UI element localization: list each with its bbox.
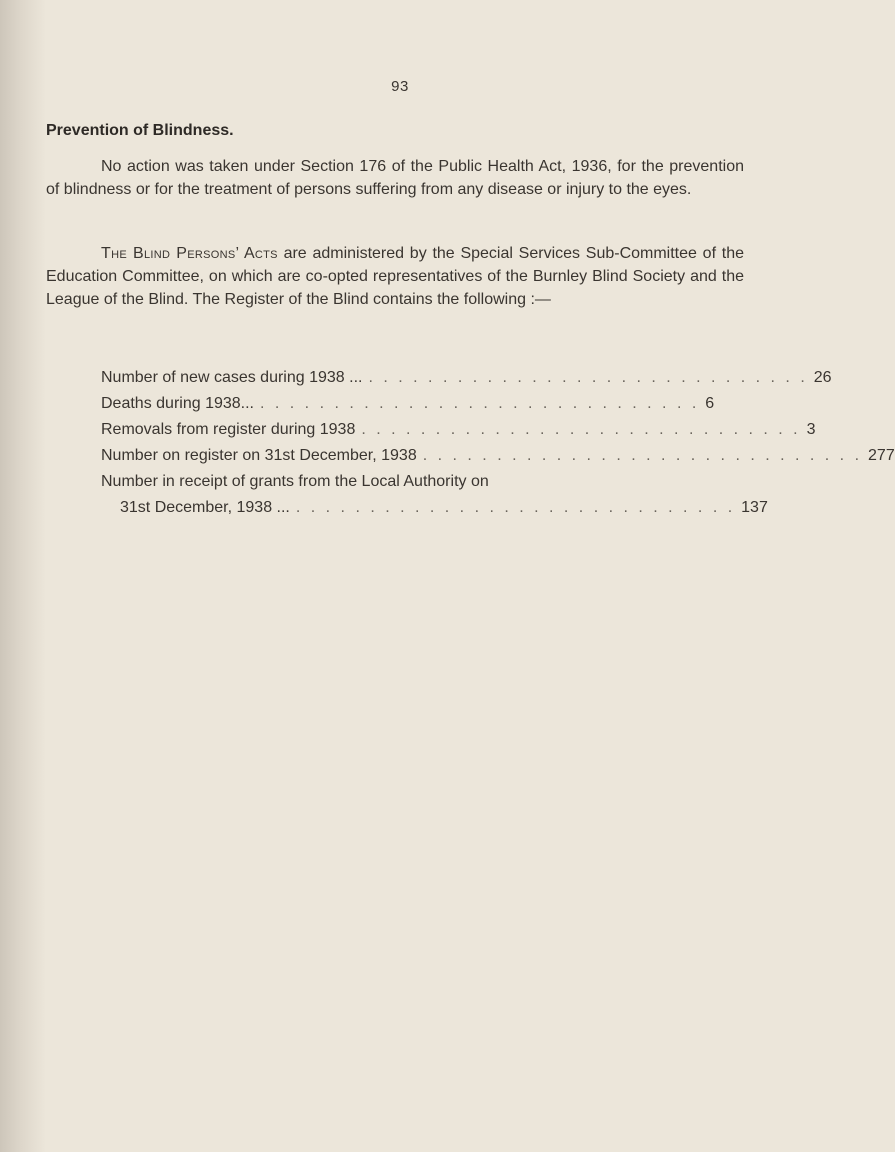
register-row-grants-line1 [101,473,596,499]
dot-leader: . . . . . . . . . . . . . . . . . . . . . . . . . . . . . . [368,369,808,386]
dot-leader: . . . . . . . . . . . . . . . . . . . . . . . . . . . . . . [295,499,736,516]
register-row [101,447,895,473]
blind-register-list [101,369,895,525]
register-row-grants-line2 [101,499,768,525]
register-row [101,369,832,395]
register-row-value: 6 [705,395,715,412]
acts-title: The Blind Persons’ Acts [101,245,278,262]
register-row-label: Number of new cases during 1938 ... [101,369,363,386]
dot-leader: . . . . . . . . . . . . . . . . . . . . . . . . . . . . . . [361,421,801,438]
paragraph-blind-persons-acts [46,242,744,311]
register-row-value: 3 [806,421,816,438]
paragraph-prevention [46,155,744,201]
register-row-value: 137 [741,499,768,516]
register-row-label: Number on register on 31st December, 1938 [101,447,417,464]
paragraph-prevention-text: No action was taken under Section 176 of the Public Health Act, 1936, for the prevention of blindness or for the treatment of persons suffering from any disease or injury to the eyes. [46,158,744,198]
register-row [101,421,816,447]
page-number: 93 [391,78,409,95]
register-row-value: 277 [868,447,895,464]
register-row [101,395,715,421]
register-row-label: 31st December, 1938 ... [120,499,290,516]
register-row-label: Deaths during 1938... [101,395,254,412]
dot-leader: . . . . . . . . . . . . . . . . . . . . . . . . . . . . . . [422,447,863,464]
paragraph-blind-persons-acts-text: are administered by the Special Services Sub-Committee of the Education Committee, on which are co-opted representatives of the Burnley Blind Society and the League of the Blind. The Register of the Blind contains the following :— [46,245,745,308]
section-heading: Prevention of Blindness. [46,122,234,139]
dot-leader: . . . . . . . . . . . . . . . . . . . . . . . . . . . . . . [260,395,700,412]
page-edge-shadow [0,0,46,1152]
register-row-label: Removals from register during 1938 [101,421,356,438]
register-row-label: Number in receipt of grants from the Local Authority on [101,473,489,490]
register-row-value: 26 [813,369,832,386]
